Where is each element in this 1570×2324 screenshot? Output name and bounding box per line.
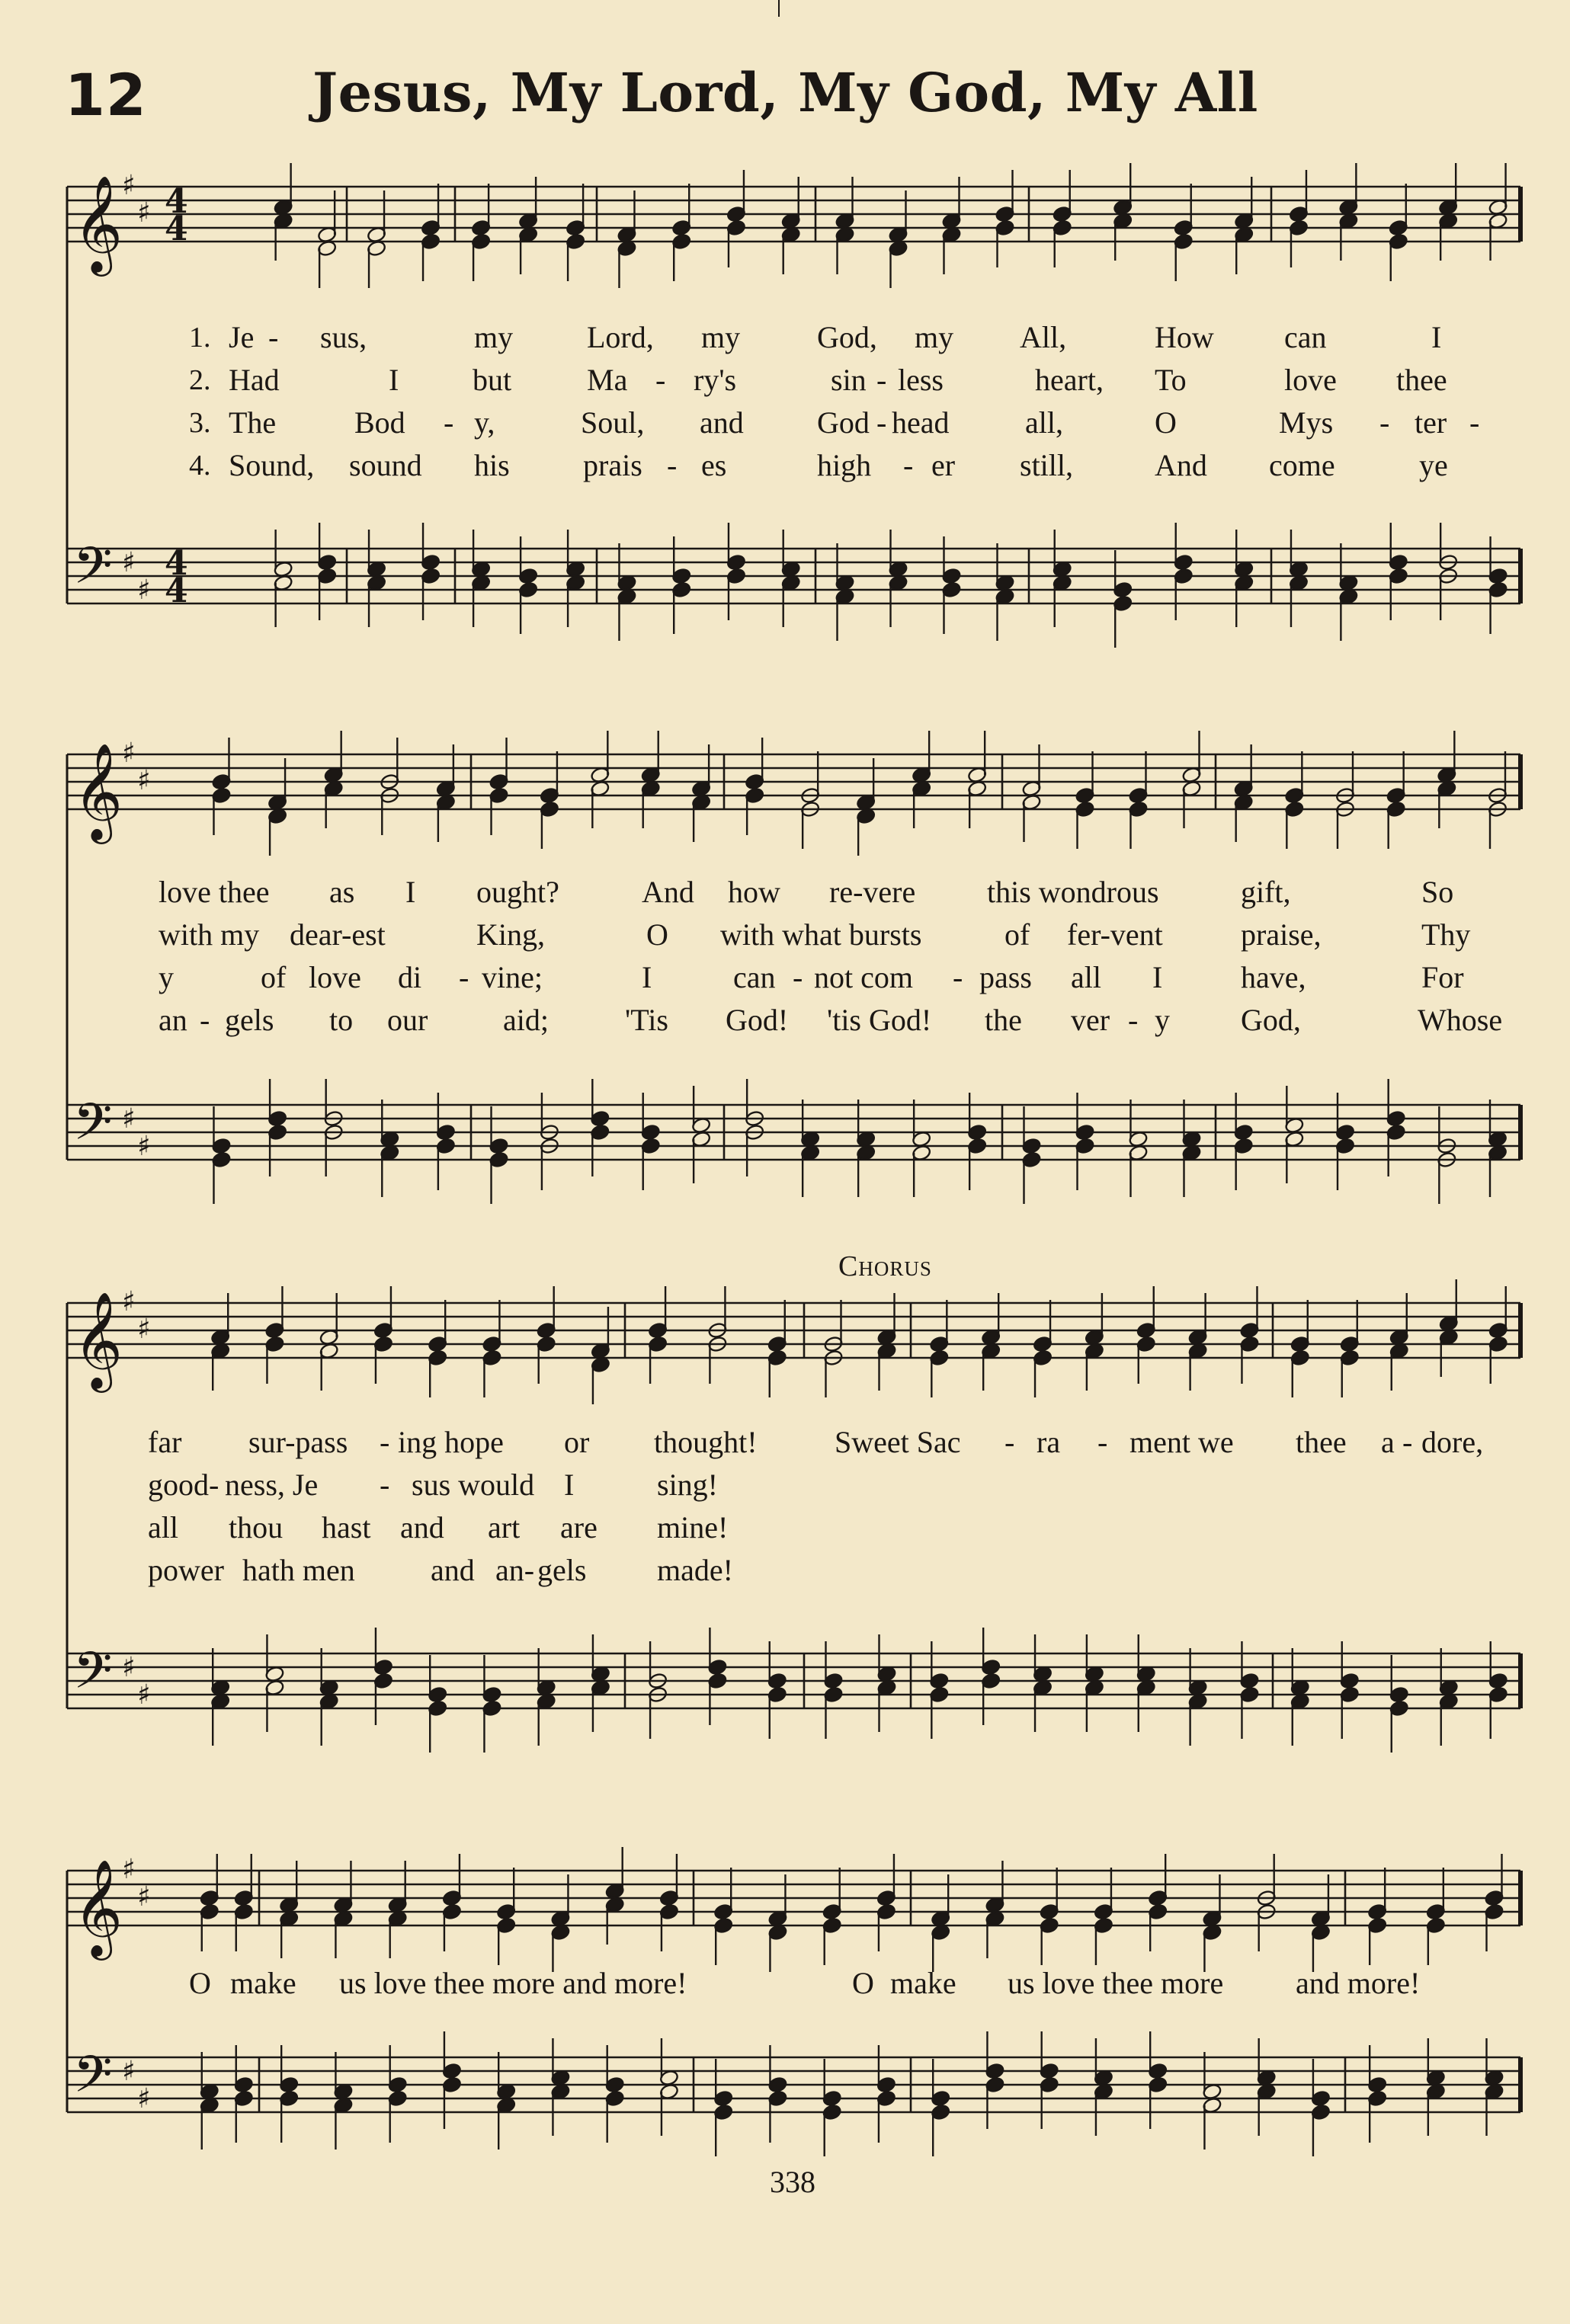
lyric-syllable: prais — [583, 448, 642, 482]
chorus-syllable: Sweet Sac — [835, 1425, 961, 1459]
chorus-label: Chorus — [838, 1250, 932, 1282]
lyric-row-verse-3-system-2 — [0, 959, 1570, 997]
lyric-syllable: can — [733, 960, 776, 994]
lyric-syllable: and — [400, 1510, 444, 1545]
verse-number-2: 2. — [189, 364, 211, 396]
lyric-syllable: All, — [1020, 320, 1067, 354]
lyric-syllable: the — [985, 1003, 1022, 1037]
lyric-syllable: love — [1284, 363, 1337, 397]
lyric-syllable: 'tis God! — [827, 1003, 932, 1037]
lyric-syllable: are — [560, 1510, 598, 1545]
lyric-syllable: Lord, — [587, 320, 654, 354]
chorus-syllable: ra — [1037, 1425, 1061, 1459]
time-signature-digit: 4 — [165, 544, 188, 583]
lyric-syllable: Had — [229, 363, 280, 397]
lyric-syllable: made! — [657, 1553, 733, 1587]
lyric-syllable: but — [473, 363, 512, 397]
lyric-syllable: how — [728, 875, 780, 909]
lyric-syllable: hath men — [242, 1553, 355, 1587]
treble-clef-icon: 𝄞 — [73, 742, 123, 840]
lyric-syllable: sin — [831, 363, 867, 397]
lyric-syllable: good- — [148, 1468, 219, 1502]
lyric-hyphen: - — [953, 960, 963, 994]
lyric-syllable: re-vere — [829, 875, 916, 909]
lyric-hyphen: - — [1004, 1425, 1015, 1459]
chorus-syllable: make — [890, 1966, 956, 2000]
lyric-syllable: God! — [726, 1003, 789, 1037]
lyric-syllable: all — [1071, 960, 1101, 994]
lyric-syllable: Bod — [354, 405, 405, 440]
chorus-syllable: O — [852, 1966, 874, 2000]
lyric-syllable: I — [1431, 320, 1442, 354]
lyric-syllable: his — [474, 448, 510, 482]
lyric-syllable: ing hope — [398, 1425, 504, 1459]
lyric-syllable: with my — [159, 917, 260, 952]
bass-clef-icon: 𝄢 — [73, 2045, 113, 2116]
lyric-syllable: gift, — [1241, 875, 1291, 909]
lyric-syllable: hast — [322, 1510, 371, 1545]
lyric-syllable: So — [1421, 875, 1454, 909]
lyric-syllable: To — [1155, 363, 1187, 397]
lyric-syllable: to — [329, 1003, 354, 1037]
lyric-syllable: art — [488, 1510, 521, 1545]
lyric-hyphen: - — [380, 1425, 390, 1459]
chorus-syllable: O — [189, 1966, 211, 2000]
lyric-syllable: still, — [1020, 448, 1074, 482]
page-number: 338 — [770, 2165, 815, 2199]
sharp-icon: ♯ — [122, 2056, 136, 2087]
hymn-title: Jesus, My Lord, My God, My All — [312, 61, 1258, 124]
lyric-syllable: ry's — [694, 363, 737, 397]
lyric-syllable: love — [309, 960, 361, 994]
chorus-syllable: us love thee more and more! — [339, 1966, 687, 2000]
chorus-syllable: dore, — [1421, 1425, 1484, 1459]
lyric-syllable: I — [405, 875, 416, 909]
lyric-row-verse-2-system-2 — [0, 916, 1570, 954]
lyric-syllable: I — [642, 960, 652, 994]
verse-number-1: 1. — [189, 322, 211, 354]
lyric-row-verse-4-system-2 — [0, 1001, 1570, 1039]
lyric-row-chorus-system-4 — [0, 1964, 1570, 2002]
sharp-icon: ♯ — [137, 1131, 151, 1162]
lyric-syllable: fer-vent — [1067, 917, 1163, 952]
sharp-icon: ♯ — [137, 2083, 151, 2114]
lyric-syllable: For — [1421, 960, 1464, 994]
lyric-syllable: y — [1155, 1003, 1170, 1037]
sharp-icon: ♯ — [137, 197, 151, 229]
lyric-hyphen: - — [903, 448, 914, 482]
lyric-syllable: sur-pass — [248, 1425, 348, 1459]
sharp-icon: ♯ — [122, 738, 136, 769]
lyric-syllable: ought? — [476, 875, 559, 909]
lyric-syllable: love thee — [159, 875, 270, 909]
sharp-icon: ♯ — [137, 1881, 151, 1913]
sharp-icon: ♯ — [122, 1286, 136, 1317]
lyric-syllable: ver — [1071, 1003, 1110, 1037]
lyric-hyphen: - — [459, 960, 469, 994]
lyric-hyphen: - — [876, 405, 887, 440]
lyric-syllable: O — [1155, 405, 1177, 440]
lyric-row-verse-4-system-3 — [0, 1551, 1570, 1589]
verse-number-4: 4. — [189, 450, 211, 482]
lyric-syllable: And — [642, 875, 694, 909]
lyric-syllable: thee — [1396, 363, 1447, 397]
sharp-icon: ♯ — [122, 1652, 136, 1683]
lyric-syllable: not com — [814, 960, 913, 994]
lyric-syllable: es — [701, 448, 727, 482]
lyric-syllable: and — [431, 1553, 475, 1587]
lyric-syllable: Soul, — [581, 405, 645, 440]
lyric-syllable: Je — [229, 320, 255, 354]
lyric-syllable: our — [387, 1003, 428, 1037]
bass-clef-icon: 𝄢 — [73, 536, 113, 607]
lyric-syllable: vine; — [482, 960, 543, 994]
lyric-syllable: Ma — [587, 363, 628, 397]
lyric-syllable: thou — [229, 1510, 284, 1545]
lyric-hyphen: - — [1469, 405, 1480, 440]
lyric-hyphen: - — [1097, 1425, 1108, 1459]
lyric-hyphen: - — [200, 1003, 210, 1037]
lyric-syllable: head — [892, 405, 950, 440]
lyric-syllable: of — [261, 960, 287, 994]
lyric-hyphen: - — [444, 405, 454, 440]
lyric-syllable: high — [817, 448, 872, 482]
hymn-number: 12 — [65, 61, 147, 129]
sharp-icon: ♯ — [137, 1679, 151, 1711]
lyric-syllable: And — [1155, 448, 1207, 482]
sharp-icon: ♯ — [122, 547, 136, 578]
lyric-hyphen: - — [1128, 1003, 1139, 1037]
chorus-syllable: a — [1381, 1425, 1395, 1459]
lyric-row-verse-3-system-3 — [0, 1509, 1570, 1547]
lyric-syllable: I — [564, 1468, 575, 1502]
lyric-syllable: an- — [495, 1553, 535, 1587]
lyric-syllable: Thy — [1421, 917, 1471, 952]
sharp-icon: ♯ — [122, 1103, 136, 1135]
verse-number-3: 3. — [189, 407, 211, 439]
lyric-hyphen: - — [380, 1468, 390, 1502]
lyric-syllable: sus would — [412, 1468, 535, 1502]
lyric-row-verse-2-system-1 — [0, 361, 1570, 399]
lyric-syllable: Whose — [1418, 1003, 1503, 1037]
lyric-syllable: ness, Je — [225, 1468, 319, 1502]
time-signature-digit: 4 — [165, 571, 188, 610]
sharp-icon: ♯ — [137, 1314, 151, 1345]
lyric-syllable: The — [229, 405, 277, 440]
lyric-syllable: I — [389, 363, 399, 397]
treble-clef-icon: 𝄞 — [73, 1858, 123, 1956]
lyric-hyphen: - — [1379, 405, 1390, 440]
lyric-syllable: praise, — [1241, 917, 1322, 952]
lyric-syllable: O — [646, 917, 668, 952]
lyric-syllable: di — [398, 960, 422, 994]
lyric-syllable: er — [931, 448, 956, 482]
sharp-icon: ♯ — [137, 575, 151, 606]
lyric-hyphen: - — [793, 960, 803, 994]
lyric-hyphen: - — [876, 363, 887, 397]
chorus-syllable: us love thee more — [1008, 1966, 1224, 2000]
lyric-syllable: as — [329, 875, 355, 909]
chorus-syllable: make — [230, 1966, 296, 2000]
lyric-syllable: 'Tis — [625, 1003, 668, 1037]
lyric-syllable: sound — [349, 448, 422, 482]
lyric-syllable: far — [148, 1425, 182, 1459]
sharp-icon: ♯ — [122, 170, 136, 201]
lyric-syllable: thought! — [654, 1425, 758, 1459]
lyric-syllable: or — [564, 1425, 590, 1459]
lyric-syllable: have, — [1241, 960, 1306, 994]
chorus-syllable: ment we — [1129, 1425, 1234, 1459]
lyric-syllable: my — [474, 320, 514, 354]
lyric-syllable: mine! — [657, 1510, 729, 1545]
lyric-syllable: can — [1284, 320, 1327, 354]
lyric-hyphen: - — [655, 363, 666, 397]
lyric-syllable: pass — [979, 960, 1032, 994]
lyric-syllable: dear-est — [290, 917, 386, 952]
bass-clef-icon: 𝄢 — [73, 1641, 113, 1712]
lyric-hyphen: - — [667, 448, 678, 482]
lyric-syllable: power — [148, 1553, 224, 1587]
lyric-syllable: y — [159, 960, 174, 994]
treble-clef-icon: 𝄞 — [73, 1291, 123, 1388]
lyric-syllable: gels — [537, 1553, 587, 1587]
lyric-syllable: come — [1269, 448, 1335, 482]
lyric-syllable: this wondrous — [987, 875, 1159, 909]
lyric-syllable: and — [700, 405, 744, 440]
lyric-hyphen: - — [1402, 1425, 1413, 1459]
lyric-syllable: I — [1152, 960, 1163, 994]
lyric-syllable: all — [148, 1510, 178, 1545]
lyric-syllable: sing! — [657, 1468, 718, 1502]
lyric-syllable: God, — [1241, 1003, 1301, 1037]
chorus-syllable: and more! — [1296, 1966, 1421, 2000]
sharp-icon: ♯ — [137, 765, 151, 796]
lyric-syllable: Sound, — [229, 448, 315, 482]
lyric-hyphen: - — [268, 320, 279, 354]
bass-clef-icon: 𝄢 — [73, 1093, 113, 1164]
lyric-row-verse-1-system-1 — [0, 319, 1570, 357]
lyric-syllable: God — [817, 405, 870, 440]
lyric-syllable: Mys — [1279, 405, 1334, 440]
lyric-row-verse-3-system-1 — [0, 404, 1570, 442]
lyric-syllable: all, — [1025, 405, 1063, 440]
lyric-syllable: ye — [1419, 448, 1448, 482]
lyric-syllable: aid; — [503, 1003, 549, 1037]
lyric-syllable: heart, — [1035, 363, 1104, 397]
sharp-icon: ♯ — [122, 1854, 136, 1885]
lyric-syllable: gels — [225, 1003, 274, 1037]
time-signature-digit: 4 — [165, 210, 188, 248]
time-signature-digit: 4 — [165, 182, 188, 221]
lyric-row-verse-4-system-1 — [0, 447, 1570, 485]
lyric-syllable: y, — [474, 405, 495, 440]
lyric-syllable: God, — [817, 320, 877, 354]
lyric-row-verse-1-system-2 — [0, 873, 1570, 911]
lyric-syllable: my — [915, 320, 954, 354]
lyric-syllable: How — [1155, 320, 1214, 354]
lyric-syllable: with what bursts — [720, 917, 922, 952]
lyric-syllable: sus, — [320, 320, 367, 354]
lyric-row-verse-2-system-3 — [0, 1466, 1570, 1504]
chorus-syllable: thee — [1296, 1425, 1347, 1459]
lyric-syllable: an — [159, 1003, 187, 1037]
lyric-syllable: King, — [476, 917, 545, 952]
lyric-row-verse-1-system-3 — [0, 1423, 1570, 1461]
lyric-syllable: of — [1004, 917, 1030, 952]
lyric-syllable: ter — [1415, 405, 1447, 440]
lyric-syllable: my — [701, 320, 741, 354]
treble-clef-icon: 𝄞 — [73, 174, 123, 272]
lyric-syllable: less — [898, 363, 944, 397]
